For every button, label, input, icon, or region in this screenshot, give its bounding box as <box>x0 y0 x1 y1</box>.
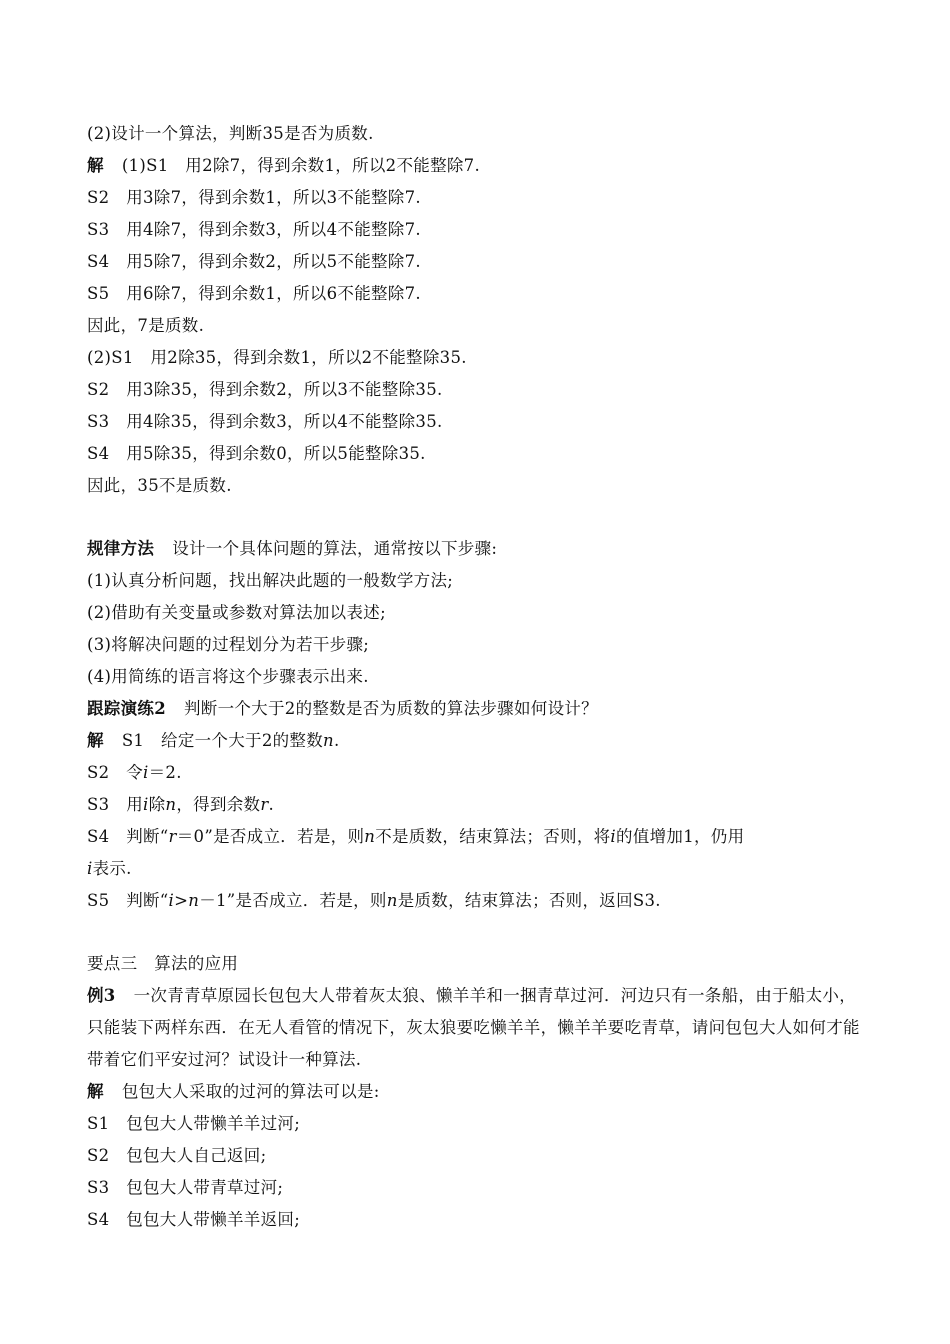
math-var: r <box>260 795 269 814</box>
step-text: S2 令 <box>87 763 144 782</box>
step-line: S3 用4除7，得到余数3，所以4不能整除7. <box>87 220 421 239</box>
step-text: －1”是否成立．若是，则 <box>199 891 387 910</box>
method-label: 规律方法 <box>87 539 155 558</box>
conclusion-line: 因此，7是质数. <box>87 316 205 335</box>
practice-step-4 <box>87 821 867 885</box>
step-text: S1 给定一个大于2的整数 <box>121 731 324 750</box>
practice-label: 跟踪演练2 <box>87 699 166 718</box>
step-line: S4 用5除7，得到余数2，所以5不能整除7. <box>87 252 421 271</box>
step-line: S3 包包大人带青草过河; <box>87 1178 284 1197</box>
math-var: i <box>168 891 175 910</box>
step-text: ＝2. <box>148 763 182 782</box>
step-line: S2 包包大人自己返回; <box>87 1146 267 1165</box>
math-var: n <box>165 795 177 814</box>
example-label: 例3 <box>87 986 116 1005</box>
section-title: 要点三 算法的应用 <box>87 954 239 973</box>
practice-step-1 <box>87 725 867 757</box>
solution-label: 解 <box>87 156 104 175</box>
example-solution-intro <box>87 1076 867 1108</box>
step-text: 的值增加1，仍用 <box>616 827 745 846</box>
step-text: 表示. <box>92 859 132 878</box>
practice-step-2 <box>87 757 867 789</box>
math-var: i <box>610 827 616 846</box>
math-var: n <box>323 731 334 750</box>
step-text: S5 判断“ <box>87 891 169 910</box>
solution-step: (1)S1 用2除7，得到余数1，所以2不能整除7. <box>121 156 481 175</box>
step-text: S3 用 <box>87 795 144 814</box>
step-line: S5 用6除7，得到余数1，所以6不能整除7. <box>87 284 421 303</box>
math-var: n <box>386 891 398 910</box>
math-var: i <box>87 859 93 878</box>
step-line: S1 包包大人带懒羊羊过河; <box>87 1114 301 1133</box>
method-item: (3)将解决问题的过程划分为若干步骤; <box>87 635 370 654</box>
practice-step-5 <box>87 885 867 917</box>
example-text: 一次青青草原园长包包大人带着灰太狼、懒羊羊和一捆青草过河．河边只有一条船，由于船太小，只能装下两样东西．在无人看管的情况下，灰太狼要吃懒羊羊，懒羊羊要吃青草，请问包包大人如何才能带着它们平安过河？试设计一种算法. <box>87 986 860 1069</box>
question-2: (2)设计一个算法，判断35是否为质数. <box>87 124 374 143</box>
document-page <box>87 118 867 1236</box>
math-operator: > <box>174 891 189 910</box>
method-item: (2)借助有关变量或参数对算法加以表述; <box>87 603 386 622</box>
solution-label: 解 <box>87 1082 104 1101</box>
practice-question-line <box>87 693 867 725</box>
step-text: 不是质数，结束算法；否则，将 <box>375 827 611 846</box>
method-intro-line <box>87 533 867 565</box>
step-line: S2 用3除7，得到余数1，所以3不能整除7. <box>87 188 421 207</box>
step-line: S3 用4除35，得到余数3，所以4不能整除35. <box>87 412 443 431</box>
step-text: 是质数，结束算法；否则，返回S3. <box>397 891 661 910</box>
practice-question: 判断一个大于2的整数是否为质数的算法步骤如何设计？ <box>183 699 598 718</box>
math-var: i <box>143 795 149 814</box>
method-item: (1)认真分析问题，找出解决此题的一般数学方法; <box>87 571 454 590</box>
math-var: n <box>364 827 376 846</box>
solution-intro: 包包大人采取的过河的算法可以是: <box>121 1082 380 1101</box>
method-item: (4)用简练的语言将这个步骤表示出来. <box>87 667 369 686</box>
practice-step-3 <box>87 789 867 821</box>
step-text: S4 判断“ <box>87 827 169 846</box>
math-var: i <box>143 763 149 782</box>
method-intro: 设计一个具体问题的算法，通常按以下步骤: <box>172 539 498 558</box>
math-var: n <box>188 891 200 910</box>
conclusion-line: 因此，35不是质数. <box>87 476 232 495</box>
step-line: S2 用3除35，得到余数2，所以3不能整除35. <box>87 380 443 399</box>
step-text: 除 <box>148 795 166 814</box>
step-line: S4 包包大人带懒羊羊返回; <box>87 1210 301 1229</box>
math-var: r <box>168 827 177 846</box>
solution-first-line <box>87 150 867 182</box>
step-text: . <box>268 795 275 814</box>
step-text: ，得到余数 <box>176 795 261 814</box>
step-line: (2)S1 用2除35，得到余数1，所以2不能整除35. <box>87 348 467 367</box>
step-text: . <box>333 731 340 750</box>
solution-label: 解 <box>87 731 104 750</box>
step-line: S4 用5除35，得到余数0，所以5能整除35. <box>87 444 426 463</box>
example-3 <box>87 980 867 1076</box>
step-text: ＝0”是否成立．若是，则 <box>176 827 365 846</box>
